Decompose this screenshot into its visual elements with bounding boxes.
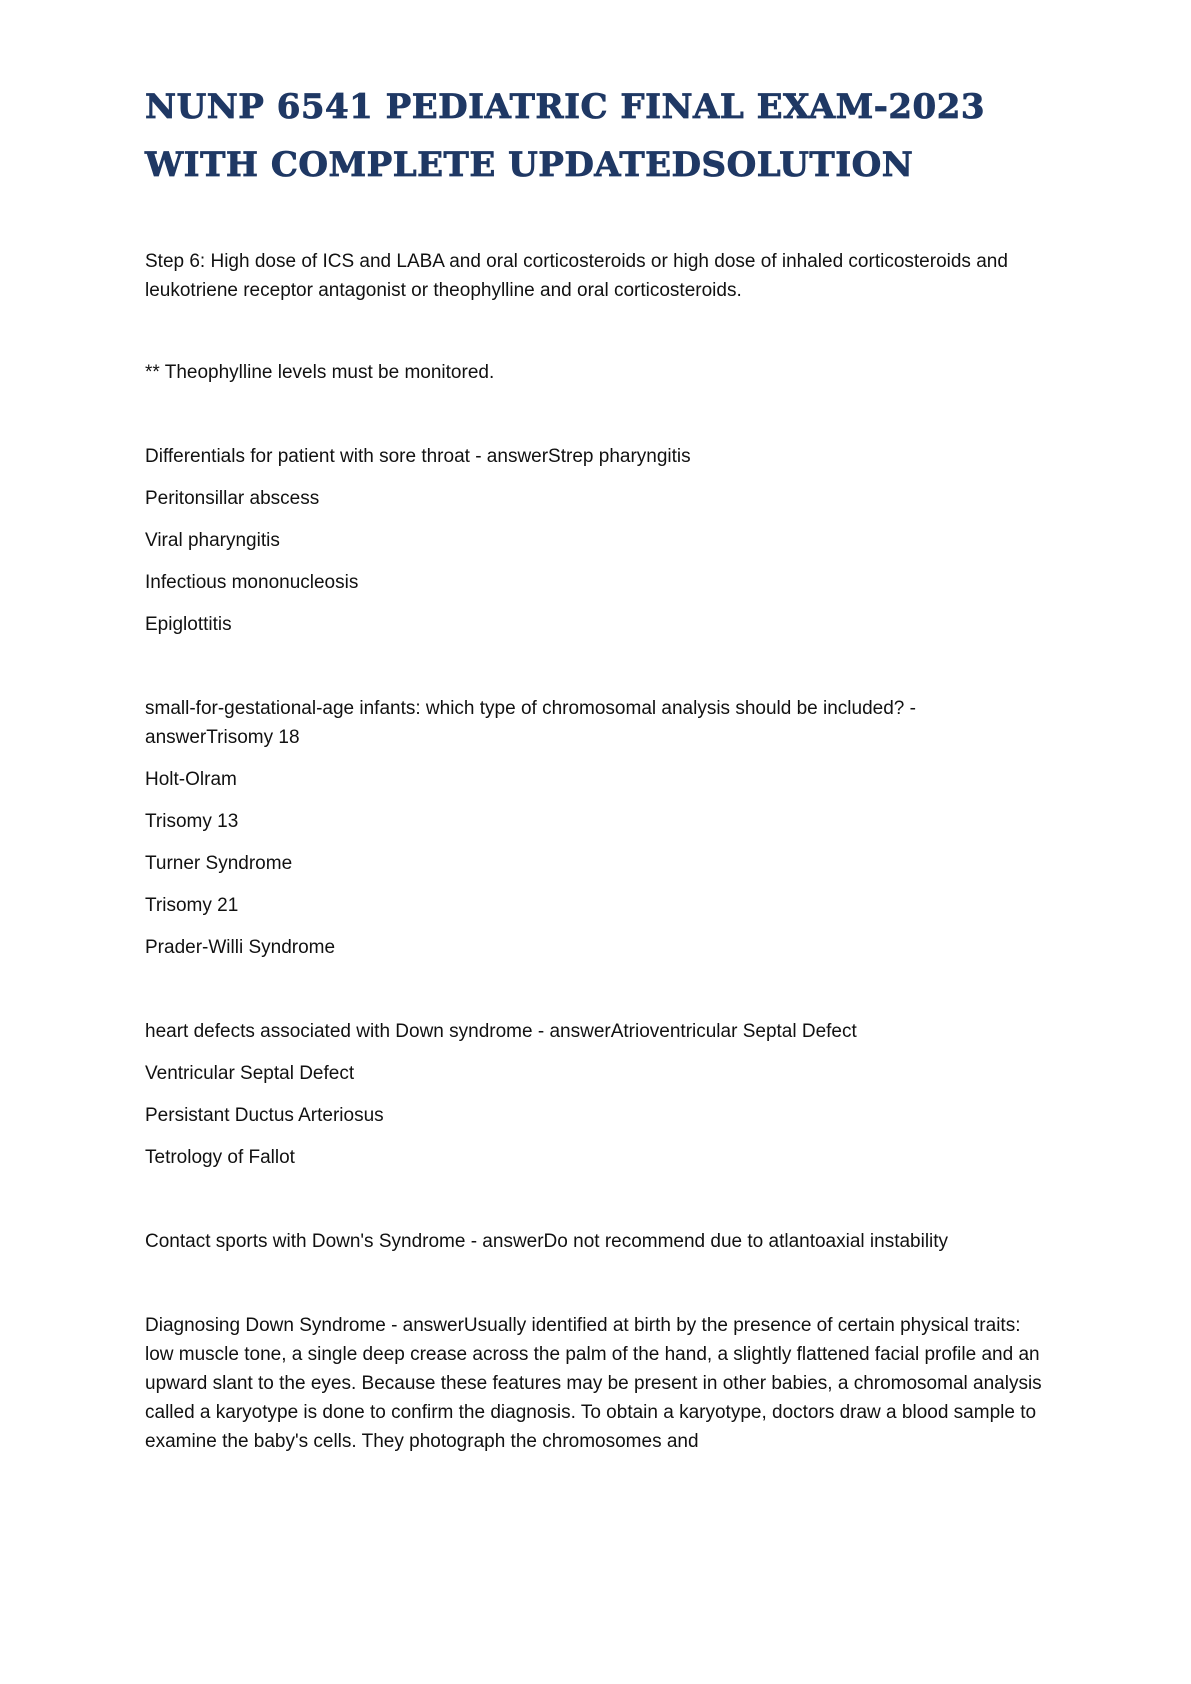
step6-paragraph: Step 6: High dose of ICS and LABA and oral corticosteroids or high dose of inhaled corticosteroids and leukotriene receptor antagonist or theophylline and oral corticosteroids. [145, 251, 1008, 301]
document-title: NUNP 6541 PEDIATRIC FINAL EXAM-2023 WITH COMPLETE UPDATEDSOLUTION [145, 87, 986, 186]
sore-throat-question: Differentials for patient with sore throat - answerStrep pharyngitis [145, 446, 691, 467]
list-item: Ventricular Septal Defect [145, 1063, 355, 1084]
list-item: Viral pharyngitis [145, 530, 280, 551]
list-item: Persistant Ductus Arteriosus [145, 1105, 384, 1126]
list-item: Peritonsillar abscess [145, 488, 320, 509]
sga-question: small-for-gestational-age infants: which type of chromosomal analysis should be included? - answerTrisomy 18 [145, 698, 916, 748]
list-item: Turner Syndrome [145, 853, 293, 874]
list-item: Trisomy 21 [145, 895, 239, 916]
list-item: Infectious mononucleosis [145, 572, 359, 593]
list-item: Holt-Olram [145, 769, 237, 790]
sore-throat-block [145, 442, 1045, 639]
contact-sports-paragraph: Contact sports with Down's Syndrome - answerDo not recommend due to atlantoaxial instability [145, 1231, 949, 1252]
sga-block [145, 694, 1045, 962]
diagnosing-paragraph: Diagnosing Down Syndrome - answerUsually identified at birth by the presence of certain physical traits: low muscle tone, a single deep crease across the palm of the hand, a slightly flattened facial profile and an upward slant to the eyes. Because these features may be present in other babies, a chromosomal analysis called a karyotype is done to confirm the diagnosis. To obtain a karyotype, doctors draw a blood sample to examine the baby's cells. They photograph the chromosomes and [145, 1315, 1042, 1452]
list-item: Trisomy 13 [145, 811, 239, 832]
document-body [145, 247, 1045, 1456]
heart-defects-question: heart defects associated with Down syndrome - answerAtrioventricular Septal Defect [145, 1021, 857, 1042]
heart-defects-block [145, 1017, 1045, 1172]
list-item: Epiglottitis [145, 614, 232, 635]
list-item: Prader-Willi Syndrome [145, 937, 336, 958]
theophylline-note: ** Theophylline levels must be monitored. [145, 362, 495, 383]
list-item: Tetrology of Fallot [145, 1147, 295, 1168]
